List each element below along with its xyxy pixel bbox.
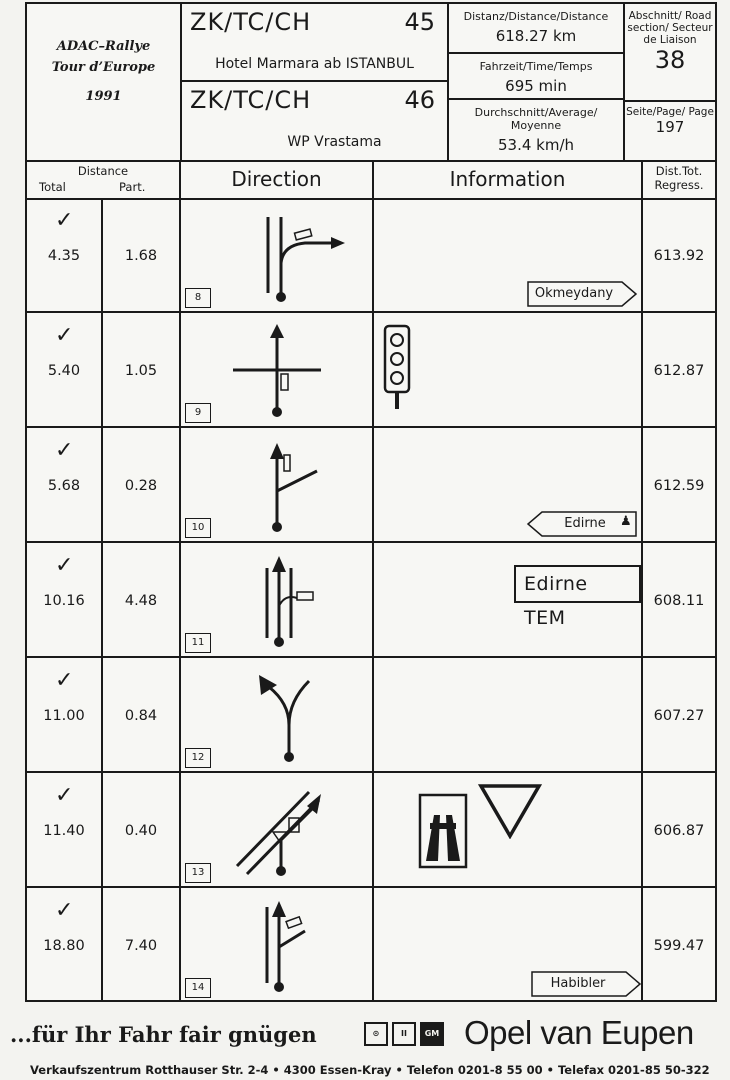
section-label: Abschnitt/ Road section/ Secteur de Liaison xyxy=(627,10,713,46)
person-icon: ♟ xyxy=(620,514,632,529)
table-row xyxy=(27,543,715,658)
tulip-straight-divided-road-icon xyxy=(221,548,351,653)
regress-distance: 612.87 xyxy=(653,363,705,379)
check-mark-icon: ✓ xyxy=(55,783,74,808)
information-cell xyxy=(374,198,643,311)
total-distance: 18.80 xyxy=(43,938,85,954)
stage-start-number: 45 xyxy=(404,8,435,36)
column-headers xyxy=(27,160,715,200)
stage-start-code: ZK/TC/CH xyxy=(190,8,312,36)
tulip-crossroads-straight-icon xyxy=(221,318,351,423)
gm-logo-icon: GM xyxy=(420,1022,444,1046)
total-distance: 11.00 xyxy=(43,708,85,724)
partial-header: Part. xyxy=(119,180,146,194)
box-number: 13 xyxy=(185,863,211,883)
average-label: Durchschnitt/Average/ Moyenne xyxy=(474,106,598,132)
section-value: 38 xyxy=(654,46,686,74)
total-distance: 5.40 xyxy=(47,363,81,379)
direction-cell xyxy=(181,888,374,1001)
stage-start xyxy=(182,4,449,82)
check-mark-icon: ✓ xyxy=(55,668,74,693)
box-number: 11 xyxy=(185,633,211,653)
partial-distance: 7.40 xyxy=(124,938,158,954)
regress-distance: 599.47 xyxy=(653,938,705,954)
sponsor-address: Verkaufszentrum Rotthauser Str. 2-4 • 4300 Essen-Kray • Telefon 0201-8 55 00 • Telefax 0201-85 50-322 xyxy=(30,1063,710,1077)
box-number: 8 xyxy=(185,288,211,308)
rally-year: 1991 xyxy=(85,89,122,104)
stage-end-name: WP Vrastama xyxy=(287,134,382,150)
information-header: Information xyxy=(374,160,643,198)
box-number: 10 xyxy=(185,518,211,538)
tulip-highway-merge-icon xyxy=(221,778,351,883)
table-row xyxy=(27,658,715,773)
information-cell xyxy=(374,888,643,1001)
information-cell xyxy=(374,428,643,541)
information-cell xyxy=(374,543,643,656)
direction-sign-text: Habibler xyxy=(550,976,606,991)
total-distance: 5.68 xyxy=(47,478,81,494)
table-row xyxy=(27,428,715,543)
box-number: 14 xyxy=(185,978,211,998)
stage-end-code: ZK/TC/CH xyxy=(190,86,312,114)
distance-value: 618.27 km xyxy=(495,27,577,45)
isuzu-logo-icon: II xyxy=(392,1022,416,1046)
check-mark-icon: ✓ xyxy=(55,553,74,578)
highway-sign-text: Edirne TEM xyxy=(514,565,641,603)
time-label: Fahrzeit/Time/Temps xyxy=(479,60,593,73)
regress-distance: 606.87 xyxy=(653,823,705,839)
direction-cell xyxy=(181,428,374,541)
partial-distance: 0.40 xyxy=(124,823,158,839)
distance-header-label: Distance xyxy=(77,164,129,178)
direction-cell xyxy=(181,658,374,771)
information-cell xyxy=(374,313,643,426)
rally-name: ADAC–Rallye xyxy=(56,39,151,54)
partial-distance: 1.05 xyxy=(124,363,158,379)
regress-distance: 607.27 xyxy=(653,708,705,724)
sponsor-footer xyxy=(0,1008,730,1080)
table-row xyxy=(27,888,715,1002)
tulip-straight-keep-icon xyxy=(221,893,351,998)
total-distance: 11.40 xyxy=(43,823,85,839)
box-number: 12 xyxy=(185,748,211,768)
tulip-straight-fork-icon xyxy=(221,433,351,538)
partial-distance: 0.84 xyxy=(124,708,158,724)
rally-title-block xyxy=(27,4,182,160)
regress-header-line2: Regress. xyxy=(654,178,704,192)
sponsor-slogan: ...für Ihr Fahr fair gnügen xyxy=(10,1022,317,1047)
sponsor-brand: Opel van Eupen xyxy=(464,1014,694,1051)
distance-block xyxy=(449,4,625,54)
regress-header xyxy=(643,160,715,198)
distance-label: Distanz/Distance/Distance xyxy=(463,10,609,23)
traffic-light-icon xyxy=(382,323,412,411)
time-block xyxy=(449,54,625,100)
information-cell xyxy=(374,658,643,771)
check-mark-icon: ✓ xyxy=(55,438,74,463)
direction-cell xyxy=(181,773,374,886)
information-cell xyxy=(374,773,643,886)
roadbook-page xyxy=(25,2,717,1002)
check-mark-icon: ✓ xyxy=(55,208,74,233)
average-block xyxy=(449,100,625,160)
opel-logo-icon: ⊙ xyxy=(364,1022,388,1046)
yield-sign-icon xyxy=(478,783,542,839)
roadbook-header xyxy=(27,4,715,162)
stage-end xyxy=(182,82,449,160)
average-value: 53.4 km/h xyxy=(497,136,575,154)
check-mark-icon: ✓ xyxy=(55,898,74,923)
regress-distance: 612.59 xyxy=(653,478,705,494)
page-label: Seite/Page/ Page xyxy=(626,106,714,118)
partial-distance: 1.68 xyxy=(124,248,158,264)
table-row xyxy=(27,313,715,428)
regress-header-line1: Dist.Tot. xyxy=(655,164,703,178)
regress-distance: 613.92 xyxy=(653,248,705,264)
table-row xyxy=(27,773,715,888)
stage-start-name: Hotel Marmara ab ISTANBUL xyxy=(215,56,414,72)
total-distance: 10.16 xyxy=(43,593,85,609)
tulip-right-turn-icon xyxy=(221,203,351,308)
page-value: 197 xyxy=(655,118,685,136)
rally-subtitle: Tour d’Europe xyxy=(51,60,156,75)
box-number: 9 xyxy=(185,403,211,423)
section-block xyxy=(625,4,715,102)
partial-distance: 4.48 xyxy=(124,593,158,609)
direction-cell xyxy=(181,313,374,426)
motorway-sign-icon xyxy=(418,793,468,869)
time-value: 695 min xyxy=(505,77,567,95)
direction-header: Direction xyxy=(181,160,374,198)
direction-cell xyxy=(181,543,374,656)
direction-sign-text: Okmeydany xyxy=(534,286,614,301)
stage-end-number: 46 xyxy=(404,86,435,114)
partial-distance: 0.28 xyxy=(124,478,158,494)
tulip-fork-keep-left-icon xyxy=(221,663,351,768)
distance-header xyxy=(27,160,181,198)
page-block xyxy=(625,102,715,160)
check-mark-icon: ✓ xyxy=(55,323,74,348)
total-header: Total xyxy=(39,180,66,194)
direction-sign-text: Edirne xyxy=(564,516,606,531)
total-distance: 4.35 xyxy=(47,248,81,264)
table-row xyxy=(27,198,715,313)
regress-distance: 608.11 xyxy=(653,593,705,609)
direction-cell xyxy=(181,198,374,311)
